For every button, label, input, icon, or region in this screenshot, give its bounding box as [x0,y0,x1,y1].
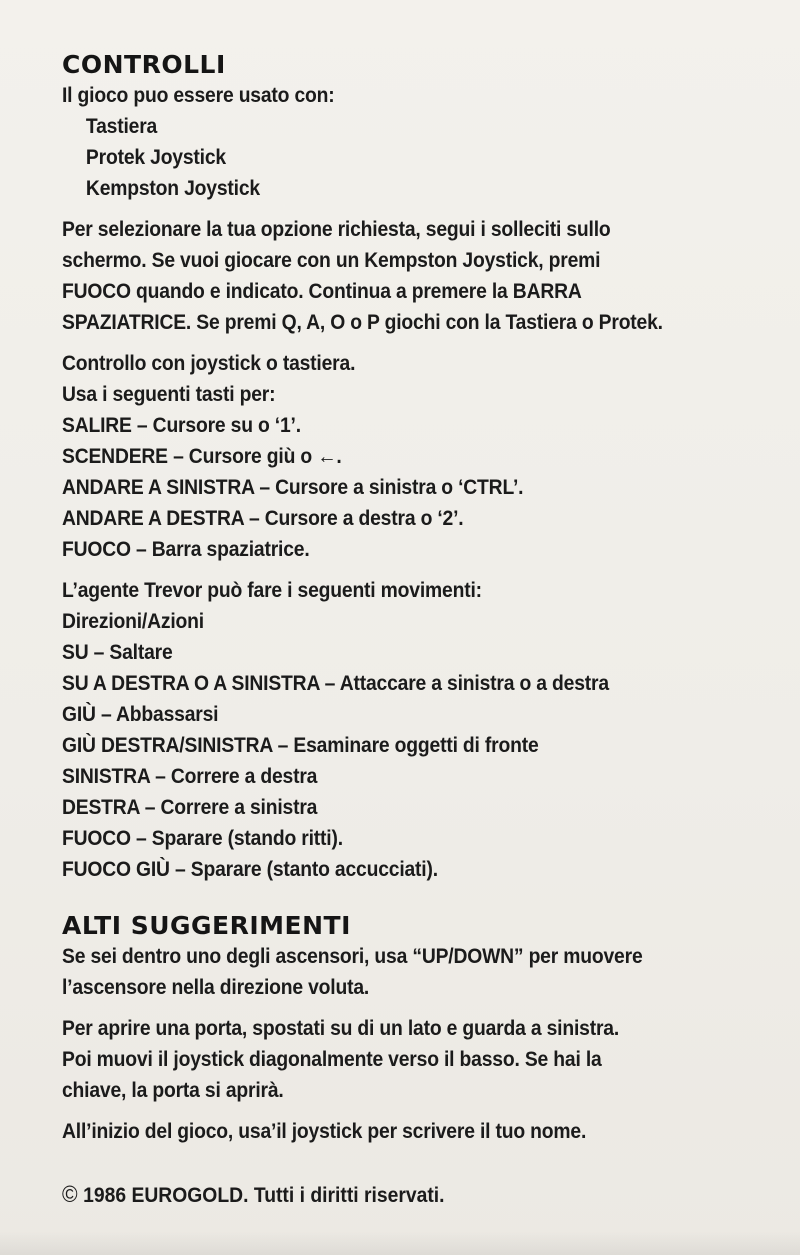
device-protek-joystick: Protek Joystick [85,146,226,169]
selection-line: FUOCO quando e indicato. Continua a premere la BARRA [62,280,582,303]
key-right-line: ANDARE A DESTRA – Cursore a destra o ‘2’. [62,507,464,530]
controls-heading: CONTROLLI [62,50,226,79]
tip-line: chiave, la porta si aprirà. [62,1079,284,1102]
tip-line: Per aprire una porta, spostati su di un lato e guarda a sinistra. [62,1017,620,1040]
tip-door-paragraph [62,1013,750,1106]
movements-line: FUOCO – Sparare (stando ritti). [62,827,343,850]
device-keyboard: Tastiera [85,115,158,138]
selection-line: schermo. Se vuoi giocare con un Kempston Joystick, premi [62,249,601,272]
movements-line: Direzioni/Azioni [62,610,204,633]
movements-line: FUOCO GIÙ – Sparare (stanto accucciati). [62,858,438,881]
movements-line: DESTRA – Correre a sinistra [62,796,318,819]
keys-line: Controllo con joystick o tastiera. [62,352,356,375]
tip-line: All’inizio del gioco, usa’il joystick per scrivere il tuo nome. [62,1120,587,1143]
devices-intro: Il gioco puo essere usato con: [62,84,335,107]
copyright-text: 1986 EUROGOLD. Tutti i diritti riservati. [83,1184,445,1207]
selection-line: SPAZIATRICE. Se premi Q, A, O o P giochi con la Tastiera o Protek. [62,311,663,334]
movements-line: SU A DESTRA O A SINISTRA – Attaccare a sinistra o a destra [62,672,609,695]
tip-name-paragraph [62,1116,750,1147]
keys-line: Usa i seguenti tasti per: [62,383,276,406]
tip-elevator-paragraph [62,941,750,1003]
key-down-line: SCENDERE – Cursore giù o ←. [62,445,342,468]
copyright-icon: © [62,1181,78,1207]
copyright-notice [62,1179,695,1211]
movements-line: GIÙ DESTRA/SINISTRA – Esaminare oggetti di fronte [62,734,539,757]
tip-line: Se sei dentro uno degli ascensori, usa “UP/DOWN” per muovere [62,945,643,968]
key-fire-line: FUOCO – Barra spaziatrice. [62,538,310,561]
selection-line: Per selezionare la tua opzione richiesta, segui i solleciti sullo [62,218,611,241]
keys-paragraph [62,348,750,565]
devices-block [62,80,750,204]
device-kempston-joystick: Kempston Joystick [85,177,260,200]
movements-line: SINISTRA – Correre a destra [62,765,318,788]
movements-line: L’agente Trevor può fare i seguenti movimenti: [62,579,482,602]
movements-line: SU – Saltare [62,641,173,664]
selection-paragraph [62,214,750,338]
tip-line: Poi muovi il joystick diagonalmente verso il basso. Se hai la [62,1048,602,1071]
key-up-line: SALIRE – Cursore su o ‘1’. [62,414,301,437]
tip-line: l’ascensore nella direzione voluta. [62,976,370,999]
key-left-line: ANDARE A SINISTRA – Cursore a sinistra o ‘CTRL’. [62,476,524,499]
movements-line: GIÙ – Abbassarsi [62,703,219,726]
tips-heading: ALTI SUGGERIMENTI [62,911,351,940]
movements-paragraph [62,575,750,885]
